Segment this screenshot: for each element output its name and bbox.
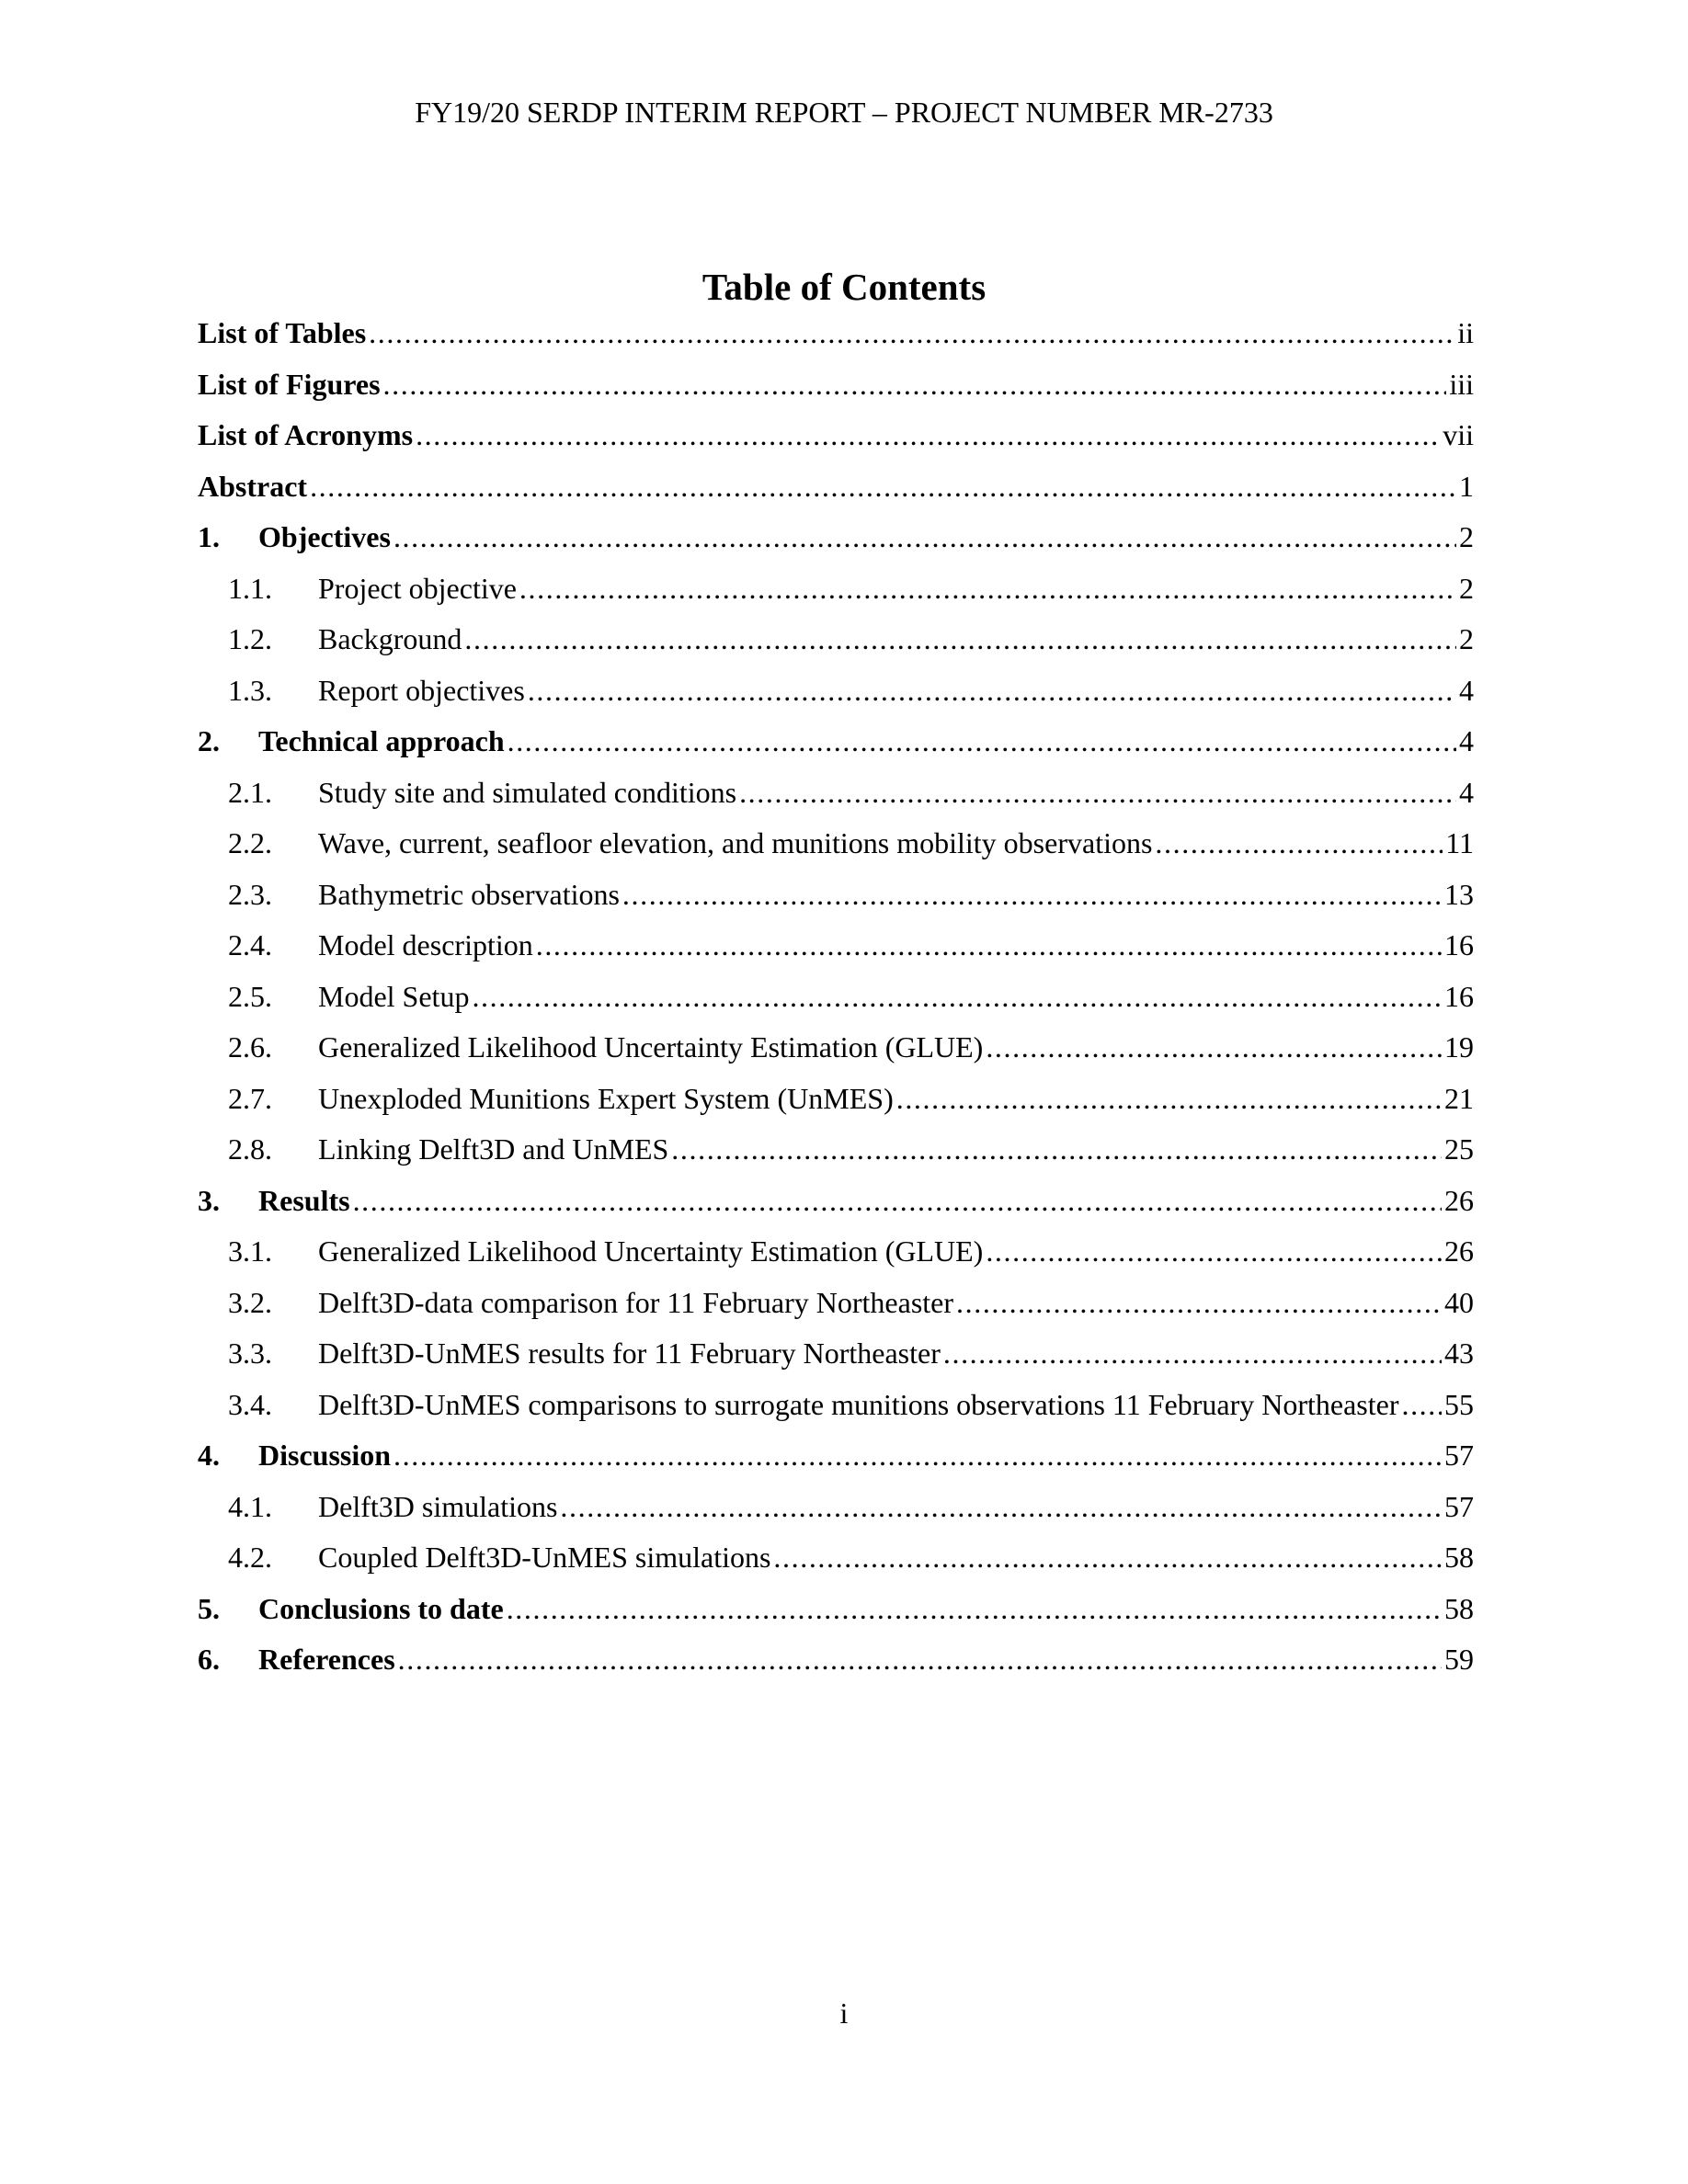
toc-entry-page[interactable]: 58 [1444, 1541, 1474, 1574]
toc-entry-title[interactable]: Delft3D-data comparison for 11 February Northeaster [318, 1285, 954, 1319]
toc-entry[interactable] [198, 364, 1474, 415]
toc-entry-page[interactable]: 57 [1444, 1439, 1474, 1472]
toc-entry-number: 4.2. [228, 1541, 272, 1574]
dot-leader [943, 1333, 1442, 1373]
dot-leader [773, 1537, 1442, 1577]
toc-entry-page[interactable]: 57 [1444, 1489, 1474, 1523]
dot-leader [393, 517, 1456, 557]
toc-entry-number: 4.1. [228, 1489, 272, 1523]
toc-entry-number: 1.1. [228, 571, 272, 605]
toc-entry-title[interactable]: Delft3D simulations [318, 1489, 558, 1523]
toc-entry-page[interactable]: 4 [1459, 724, 1474, 757]
toc-entry[interactable] [198, 568, 1474, 620]
toc-entry-number: 2.5. [228, 979, 272, 1013]
toc-entry[interactable] [198, 1435, 1474, 1486]
dot-leader [472, 976, 1442, 1017]
toc-entry-title[interactable]: Results [258, 1183, 350, 1217]
toc-entry-page[interactable]: ii [1457, 316, 1474, 349]
toc-entry-number: 2.3. [228, 877, 272, 911]
dot-leader [508, 721, 1456, 761]
toc-entry-page[interactable]: vii [1443, 418, 1474, 451]
toc-entry[interactable] [198, 670, 1474, 722]
toc-entry-number: 2.7. [228, 1081, 272, 1115]
dot-leader [560, 1486, 1442, 1527]
toc-entry-page[interactable]: 2 [1459, 622, 1474, 655]
toc-entry-title[interactable]: Report objectives [318, 673, 525, 707]
running-header: FY19/20 SERDP INTERIM REPORT – PROJECT NUMBER MR-2733 [415, 96, 1273, 129]
dot-leader [398, 1639, 1442, 1679]
toc-entry-number: 2.2. [228, 826, 272, 859]
toc-entry[interactable] [198, 823, 1474, 874]
toc-entry-number: 6. [198, 1643, 220, 1676]
toc-entry-number: 3.1. [228, 1234, 272, 1268]
dot-leader [986, 1231, 1442, 1271]
toc-entry[interactable] [198, 1384, 1474, 1436]
toc-entry[interactable] [198, 1639, 1474, 1690]
toc-entry[interactable] [198, 1027, 1474, 1078]
dot-leader [353, 1180, 1442, 1221]
dot-leader [671, 1129, 1442, 1169]
dot-leader [507, 1588, 1442, 1629]
page-title: Table of Contents [701, 266, 987, 308]
toc-entry[interactable] [198, 721, 1474, 772]
toc-entry-page[interactable]: 43 [1444, 1337, 1474, 1370]
table-of-contents [198, 313, 1474, 1690]
dot-leader [739, 772, 1456, 813]
toc-entry-number: 3.2. [228, 1285, 272, 1319]
dot-leader [393, 1435, 1442, 1475]
page-number: i [839, 1996, 849, 2030]
toc-entry[interactable] [198, 874, 1474, 926]
toc-entry-title[interactable]: Project objective [318, 571, 517, 605]
dot-leader [956, 1282, 1442, 1323]
toc-entry-number: 2.8. [228, 1132, 272, 1166]
toc-entry[interactable] [198, 1231, 1474, 1282]
toc-entry-page[interactable]: 4 [1459, 775, 1474, 809]
toc-entry-number: 1. [198, 520, 220, 553]
toc-entry-page[interactable]: 16 [1444, 979, 1474, 1013]
toc-entry-title[interactable]: Objectives [258, 520, 391, 553]
toc-entry-title[interactable]: Generalized Likelihood Uncertainty Estimation (GLUE) [318, 1234, 984, 1268]
toc-entry[interactable] [198, 619, 1474, 670]
toc-entry-number: 2.6. [228, 1030, 272, 1064]
toc-entry-page[interactable]: iii [1449, 367, 1474, 401]
toc-entry-number: 3.3. [228, 1337, 272, 1370]
toc-entry-title[interactable]: List of Acronyms [198, 418, 414, 451]
toc-entry-page[interactable]: 25 [1444, 1132, 1474, 1166]
dot-leader [310, 466, 1456, 506]
toc-entry-title[interactable]: Coupled Delft3D-UnMES simulations [318, 1541, 771, 1574]
toc-entry-page[interactable]: 13 [1444, 877, 1474, 911]
toc-entry[interactable] [198, 772, 1474, 824]
dot-leader [896, 1078, 1442, 1119]
toc-entry-page[interactable]: 2 [1459, 520, 1474, 553]
toc-entry-title[interactable]: Model Setup [318, 979, 470, 1013]
dot-leader [1401, 1384, 1442, 1425]
toc-entry[interactable] [198, 1129, 1474, 1180]
toc-entry-page[interactable]: 1 [1459, 469, 1474, 503]
toc-entry-title[interactable]: Delft3D-UnMES comparisons to surrogate munitions observations 11 February Northeaster [318, 1387, 1399, 1421]
toc-entry-number: 4. [198, 1439, 220, 1472]
toc-entry[interactable] [198, 925, 1474, 976]
toc-entry-number: 3. [198, 1183, 220, 1217]
toc-entry-title[interactable]: Model description [318, 928, 533, 961]
toc-entry-number: 5. [198, 1591, 220, 1625]
toc-entry-title[interactable]: Technical approach [258, 724, 505, 757]
toc-entry-title[interactable]: Discussion [258, 1439, 392, 1472]
toc-entry-page[interactable]: 4 [1459, 673, 1474, 707]
toc-entry-page[interactable]: 55 [1444, 1387, 1474, 1421]
toc-entry[interactable] [198, 1537, 1474, 1588]
toc-entry[interactable] [198, 415, 1474, 466]
toc-entry-number: 2. [198, 724, 220, 757]
dot-leader [536, 925, 1442, 965]
dot-leader [622, 874, 1442, 915]
toc-entry-number: 2.4. [228, 928, 272, 961]
dot-leader [528, 670, 1456, 711]
toc-entry-title[interactable]: List of Figures [198, 367, 381, 401]
toc-entry-title[interactable]: Delft3D-UnMES results for 11 February Northeaster [318, 1337, 941, 1370]
dot-leader [519, 568, 1456, 609]
toc-entry-title[interactable]: Background [318, 622, 462, 655]
toc-entry-title[interactable]: Abstract [198, 469, 308, 503]
toc-entry-title[interactable]: List of Tables [198, 316, 367, 349]
toc-entry-number: 3.4. [228, 1387, 272, 1421]
dot-leader [383, 364, 1447, 404]
toc-entry[interactable] [198, 1282, 1474, 1334]
toc-entry[interactable] [198, 466, 1474, 518]
toc-entry-title[interactable]: Bathymetric observations [318, 877, 620, 911]
toc-entry-title[interactable]: Linking Delft3D and UnMES [318, 1132, 669, 1166]
toc-entry-page[interactable]: 26 [1444, 1234, 1474, 1268]
toc-entry[interactable] [198, 1078, 1474, 1130]
toc-entry-title[interactable]: Wave, current, seafloor elevation, and munitions mobility observations [318, 826, 1153, 859]
toc-entry-title[interactable]: Generalized Likelihood Uncertainty Estimation (GLUE) [318, 1030, 984, 1064]
toc-entry[interactable] [198, 1486, 1474, 1538]
toc-entry-page[interactable]: 19 [1444, 1030, 1474, 1064]
dot-leader [369, 313, 1454, 353]
dot-leader [1155, 823, 1443, 863]
toc-entry-page[interactable]: 58 [1444, 1591, 1474, 1625]
toc-entry[interactable] [198, 1333, 1474, 1384]
toc-entry[interactable] [198, 1180, 1474, 1232]
toc-entry-title[interactable]: Study site and simulated conditions [318, 775, 737, 809]
dot-leader [986, 1027, 1442, 1067]
toc-entry[interactable] [198, 313, 1474, 364]
toc-entry-number: 1.3. [228, 673, 272, 707]
toc-entry-page[interactable]: 21 [1444, 1081, 1474, 1115]
toc-entry-page[interactable]: 11 [1445, 826, 1474, 859]
toc-entry-number: 1.2. [228, 622, 272, 655]
toc-entry-title[interactable]: Unexploded Munitions Expert System (UnMES) [318, 1081, 894, 1115]
toc-entry-page[interactable]: 59 [1444, 1643, 1474, 1676]
toc-entry-number: 2.1. [228, 775, 272, 809]
toc-entry-page[interactable]: 2 [1459, 571, 1474, 605]
toc-entry[interactable] [198, 1588, 1474, 1640]
dot-leader [416, 415, 1440, 455]
toc-entry[interactable] [198, 517, 1474, 568]
toc-entry[interactable] [198, 976, 1474, 1028]
toc-entry-page[interactable]: 16 [1444, 928, 1474, 961]
toc-entry-page[interactable]: 26 [1444, 1183, 1474, 1217]
toc-entry-title[interactable]: References [258, 1643, 395, 1676]
dot-leader [464, 619, 1456, 659]
toc-entry-page[interactable]: 40 [1444, 1285, 1474, 1319]
toc-entry-title[interactable]: Conclusions to date [258, 1591, 504, 1625]
